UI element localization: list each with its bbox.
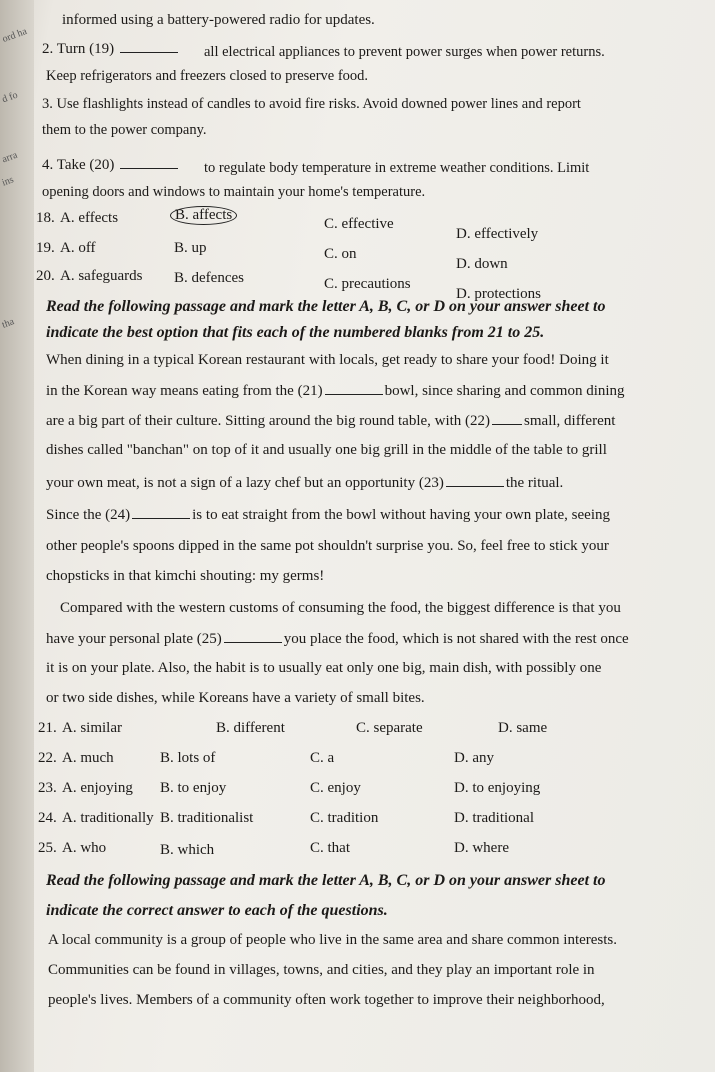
option[interactable]: B. which	[160, 842, 215, 858]
item-2	[42, 40, 180, 58]
option[interactable]: C. precautions	[324, 276, 411, 292]
text-line: 3. Use flashlights instead of candles to avoid fire risks. Avoid downed power lines and report	[42, 96, 581, 112]
question-number: 20.	[36, 268, 55, 284]
option[interactable]: A. effects	[60, 210, 119, 226]
option[interactable]: A. safeguards	[60, 268, 143, 284]
question-number: 18.	[36, 210, 55, 226]
passage-line: Communities can be found in villages, towns, and cities, and they play an important role in	[48, 962, 595, 978]
question-number: 24.	[38, 810, 57, 826]
passage-line: your own meat, is not a sign of a lazy chef but an opportunity (23) the ritual.	[46, 475, 564, 491]
item-number: 2. Turn (19)	[42, 41, 115, 57]
left-margin-strip	[0, 0, 34, 1072]
option[interactable]: D. to enjoying	[454, 780, 541, 796]
passage-line: Since the (24) is to eat straight from the bowl without having your own plate, seeing	[46, 507, 610, 523]
instruction-line: indicate the best option that fits each of the numbered blanks from 21 to 25.	[46, 324, 545, 341]
passage-line: people's lives. Members of a community often work together to improve their neighborhood,	[48, 992, 605, 1008]
option[interactable]: D. traditional	[454, 810, 534, 826]
passage-line: A local community is a group of people who live in the same area and share common interests.	[48, 932, 618, 948]
option[interactable]: D. same	[498, 720, 548, 736]
option[interactable]: A. enjoying	[62, 780, 133, 796]
passage-line: it is on your plate. Also, the habit is to usually eat only one big, main dish, with possibly one	[46, 660, 602, 676]
option[interactable]: C. effective	[324, 216, 394, 232]
option[interactable]: B. lots of	[160, 750, 216, 766]
option[interactable]: C. enjoy	[310, 780, 361, 796]
margin-note: tha	[0, 316, 16, 331]
question-number: 21.	[38, 720, 57, 736]
option[interactable]: D. down	[456, 256, 508, 272]
option[interactable]: A. similar	[62, 720, 122, 736]
question-number: 19.	[36, 240, 55, 256]
option[interactable]: C. tradition	[310, 810, 379, 826]
passage-line: dishes called "banchan" on top of it and usually one big grill in the middle of the table to grill	[46, 442, 607, 458]
option[interactable]: B. different	[216, 720, 285, 736]
option[interactable]: B. traditionalist	[160, 810, 254, 826]
question-number: 22.	[38, 750, 57, 766]
option[interactable]: A. who	[62, 840, 107, 856]
margin-note: d fo	[0, 89, 20, 106]
passage-line: or two side dishes, while Koreans have a variety of small bites.	[46, 690, 425, 706]
option-circled[interactable]: B. affects	[170, 206, 237, 225]
option[interactable]: A. much	[62, 750, 114, 766]
option[interactable]: C. on	[324, 246, 357, 262]
option[interactable]: C. that	[310, 840, 350, 856]
option[interactable]: D. any	[454, 750, 494, 766]
margin-note: arra	[0, 149, 19, 166]
instruction-line: Read the following passage and mark the letter A, B, C, or D on your answer sheet to	[46, 872, 606, 889]
option[interactable]: D. protections	[456, 286, 541, 302]
passage-line: other people's spoons dipped in the same pot shouldn't surprise you. So, feel free to stick your	[46, 538, 609, 554]
text-line: Keep refrigerators and freezers closed to preserve food.	[46, 68, 369, 84]
passage-line: Compared with the western customs of consuming the food, the biggest difference is that you	[60, 600, 621, 616]
item-4	[42, 156, 180, 174]
text-line: all electrical appliances to prevent power surges when power returns.	[204, 44, 605, 60]
text-line: to regulate body temperature in extreme weather conditions. Limit	[204, 160, 590, 176]
margin-note: ins	[0, 174, 16, 189]
instruction-line: indicate the correct answer to each of the questions.	[46, 902, 388, 919]
blank-24[interactable]	[132, 506, 190, 519]
option[interactable]: A. traditionally	[62, 810, 154, 826]
option[interactable]: D. effectively	[456, 226, 539, 242]
option[interactable]: C. separate	[356, 720, 423, 736]
passage-line: When dining in a typical Korean restaurant with locals, get ready to share your food! Doing it	[46, 352, 609, 368]
answer-blank[interactable]	[120, 156, 178, 169]
blank-25[interactable]	[224, 630, 282, 643]
blank-23[interactable]	[446, 474, 504, 487]
option[interactable]: B. to enjoy	[160, 780, 227, 796]
passage-line: are a big part of their culture. Sitting around the big round table, with (22) small, different	[46, 413, 616, 429]
text-line: them to the power company.	[42, 122, 207, 138]
blank-22[interactable]	[492, 412, 522, 425]
option[interactable]: D. where	[454, 840, 509, 856]
question-number: 25.	[38, 840, 57, 856]
option[interactable]: A. off	[60, 240, 96, 256]
option[interactable]: B. defences	[174, 270, 244, 286]
passage-line: have your personal plate (25) you place the food, which is not shared with the rest once	[46, 631, 629, 647]
blank-21[interactable]	[325, 382, 383, 395]
text-line: informed using a battery-powered radio for updates.	[62, 12, 375, 28]
passage-line: in the Korean way means eating from the (21) bowl, since sharing and common dining	[46, 383, 625, 399]
question-number: 23.	[38, 780, 57, 796]
item-number: 4. Take (20)	[42, 157, 115, 173]
margin-note: ord ha	[0, 26, 29, 45]
text-line: opening doors and windows to maintain your home's temperature.	[42, 184, 426, 200]
option[interactable]: C. a	[310, 750, 335, 766]
passage-line: chopsticks in that kimchi shouting: my germs!	[46, 568, 325, 584]
instruction-line: Read the following passage and mark the letter A, B, C, or D on your answer sheet to	[46, 298, 606, 315]
option[interactable]: B. up	[174, 240, 207, 256]
answer-blank[interactable]	[120, 40, 178, 53]
